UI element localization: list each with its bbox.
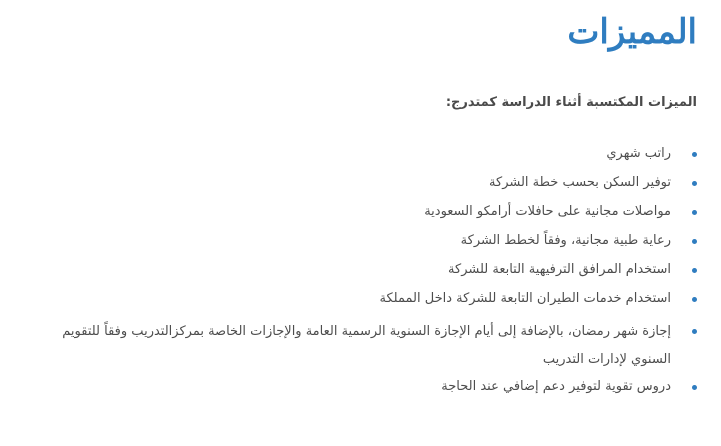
- list-item: [22, 260, 697, 280]
- bullet-dot-icon: [692, 329, 697, 334]
- list-item: [22, 173, 697, 193]
- bullet-dot-icon: [692, 239, 697, 244]
- bullet-dot-icon: [692, 181, 697, 186]
- page-title: المميزات: [567, 13, 697, 51]
- intro-text: الميزات المكتسبة أثناء الدراسة كمتدرج:: [445, 95, 697, 110]
- feature-text: دروس تقوية لتوفير دعم إضافي عند الحاجة: [441, 379, 671, 394]
- feature-text: استخدام خدمات الطيران التابعة للشركة داخل المملكة: [379, 291, 671, 306]
- list-item: [22, 144, 697, 164]
- bullet-dot-icon: [692, 268, 697, 273]
- feature-text: استخدام المرافق الترفيهية التابعة للشركة: [448, 262, 671, 277]
- list-item: [22, 318, 697, 374]
- bullet-dot-icon: [692, 210, 697, 215]
- bullet-dot-icon: [692, 385, 697, 390]
- feature-text: رعاية طبية مجانية، وفقاً لخطط الشركة: [460, 233, 671, 248]
- feature-text: إجازة شهر رمضان، بالإضافة إلى أيام الإجازة السنوية الرسمية العامة والإجازات الخاصة بمركزالتدريب وفقاً للتقويم السنوي لإدارات التدريب: [62, 324, 671, 367]
- list-item: [22, 377, 697, 397]
- features-list: [22, 144, 697, 406]
- list-item: [22, 202, 697, 222]
- feature-text: راتب شهري: [606, 146, 671, 161]
- feature-text: توفير السكن بحسب خطة الشركة: [489, 175, 671, 190]
- list-item: [22, 231, 697, 251]
- bullet-dot-icon: [692, 152, 697, 157]
- feature-text: مواصلات مجانية على حافلات أرامكو السعودية: [424, 204, 671, 219]
- list-item: [22, 289, 697, 309]
- bullet-dot-icon: [692, 297, 697, 302]
